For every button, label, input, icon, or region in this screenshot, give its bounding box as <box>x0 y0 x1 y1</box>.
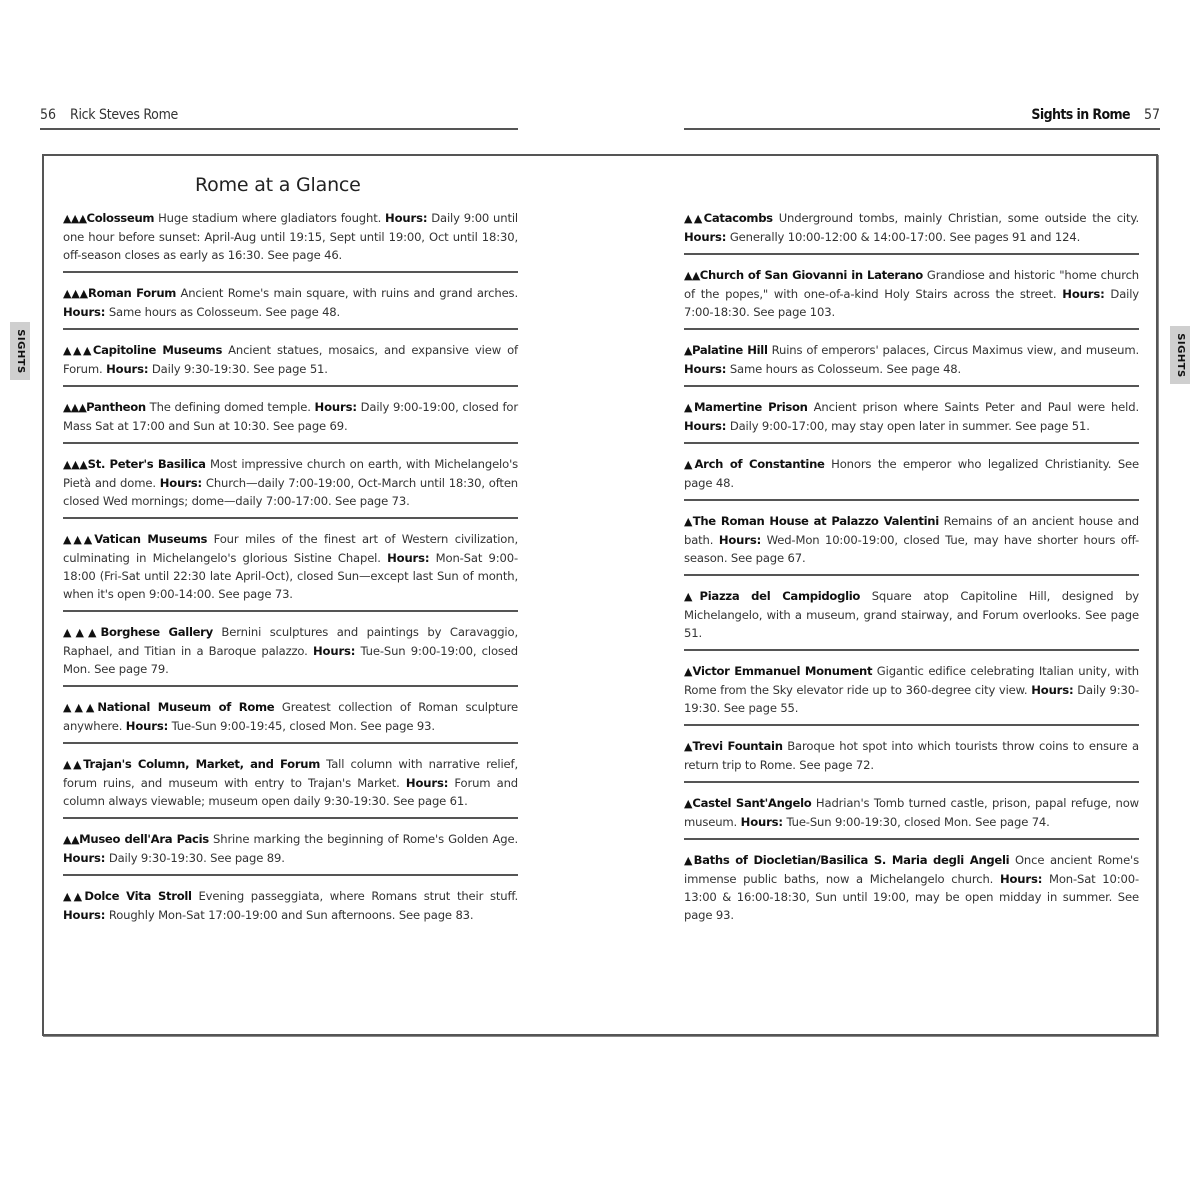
hours-label: Hours: <box>1031 683 1074 697</box>
triangle-rating-icon: ▲ <box>684 797 693 810</box>
sight-description: Square atop Capitoline Hill, designed by Michelangelo, with a museum, grand stairway, and Forum overlooks. See page 51. <box>684 589 1140 640</box>
triangle-rating-icon: ▲ <box>684 590 700 603</box>
triangle-rating-icon: ▲▲▲ <box>63 344 93 357</box>
sight-description: Greatest collection of Roman sculpture anywhere. <box>63 700 518 733</box>
sight-description: Tall column with narrative relief, forum ruins, and museum with entry to Trajan's Market. <box>63 757 519 790</box>
hours-detail: Mon-Sat 9:00-18:00 (Fri-Sat until 22:30 late April-Oct), closed Sun—except last Sun of month, when it's open 9:00-14:00. See page 73. <box>63 551 518 601</box>
running-head-left <box>40 104 518 130</box>
page-number-right: 57 <box>1143 107 1160 123</box>
sight-description: Remains of an ancient house and bath. <box>684 514 1139 547</box>
hours-label: Hours: <box>314 400 357 414</box>
sight-description: The defining domed temple. <box>145 400 315 414</box>
triangle-rating-icon: ▲▲▲ <box>63 401 87 414</box>
sight-entry <box>63 341 518 387</box>
sight-description: Ancient prison where Saints Peter and Paul were held. <box>807 400 1139 414</box>
hours-detail: Wed-Mon 10:00-19:00, closed Tue, may have shorter hours off-season. See page 67. <box>684 533 1139 565</box>
sight-entry <box>63 530 518 612</box>
right-column <box>684 209 1139 942</box>
hours-label: Hours: <box>999 872 1043 886</box>
sight-name: Piazza del Campidoglio <box>699 589 861 603</box>
sight-description: Gigantic edifice celebrating Italian unity, with Rome from the Sky elevator ride up to 360-degree city view. <box>684 664 1139 697</box>
sight-name: Capitoline Museums <box>92 343 223 357</box>
sight-name: Trevi Fountain <box>692 739 783 753</box>
hours-detail: Tue-Sun 9:00-19:00, closed Mon. See page 79. <box>63 644 518 676</box>
sight-description: Honors the emperor who legalized Christianity. See page 48. <box>684 457 1139 490</box>
sight-name: Trajan's Column, Market, and Forum <box>83 757 320 771</box>
box-title: Rome at a Glance <box>195 174 361 196</box>
sight-description: Shrine marking the beginning of Rome's Golden Age. <box>208 832 518 846</box>
hours-detail: Daily 9:30-19:30. See page 89. <box>105 851 285 865</box>
triangle-rating-icon: ▲▲ <box>684 212 704 225</box>
hours-detail: Tue-Sun 9:00-19:30, closed Mon. See page 74. <box>782 815 1050 829</box>
hours-label: Hours: <box>405 776 449 790</box>
hours-label: Hours: <box>63 305 106 319</box>
hours-detail: Tue-Sun 9:00-19:45, closed Mon. See page 93. <box>168 719 435 733</box>
triangle-rating-icon: ▲▲▲ <box>63 458 88 471</box>
triangle-rating-icon: ▲▲▲ <box>63 212 87 225</box>
page-number-left: 56 <box>40 107 57 123</box>
triangle-rating-icon: ▲ <box>684 854 694 867</box>
sight-name: Roman Forum <box>87 286 177 300</box>
sight-description: Baroque hot spot into which tourists throw coins to ensure a return trip to Rome. See page 72. <box>684 739 1139 772</box>
triangle-rating-icon: ▲▲ <box>63 890 85 903</box>
triangle-rating-icon: ▲ <box>684 458 695 471</box>
chapter-title: Sights in Rome <box>1031 107 1130 123</box>
sight-entry <box>63 887 518 931</box>
triangle-rating-icon: ▲ <box>684 665 693 678</box>
hours-detail: Daily 9:00-17:00, may stay open later in summer. See page 51. <box>726 419 1090 433</box>
sight-name: National Museum of Rome <box>97 700 275 714</box>
sight-entry <box>684 851 1139 931</box>
hours-label: Hours: <box>63 851 106 865</box>
hours-detail: Church—daily 7:00-19:00, Oct-March until 18:30, often closed Wed mornings; dome—daily 7:00-17:00. See page 73. <box>63 476 518 508</box>
sight-description: Evening passeggiata, where Romans strut their stuff. <box>191 889 519 903</box>
sight-entry <box>684 266 1139 330</box>
sight-entry <box>63 755 518 819</box>
hours-label: Hours: <box>684 419 727 433</box>
sight-entry <box>684 398 1139 444</box>
triangle-rating-icon: ▲▲▲ <box>63 626 101 639</box>
sight-description: Ancient Rome's main square, with ruins and grand arches. <box>176 286 518 300</box>
hours-label: Hours: <box>718 533 762 547</box>
sight-name: St. Peter's Basilica <box>87 457 206 471</box>
sight-description: Hadrian's Tomb turned castle, prison, papal refuge, now museum. <box>684 796 1139 829</box>
triangle-rating-icon: ▲▲▲ <box>63 533 95 546</box>
sight-name: Castel Sant'Angelo <box>692 796 812 810</box>
hours-detail: Daily 9:30-19:30. See page 51. <box>148 362 328 376</box>
sight-entry <box>684 341 1139 387</box>
sight-name: Colosseum <box>86 211 155 225</box>
sight-name: Vatican Museums <box>94 532 208 546</box>
sight-name: Borghese Gallery <box>100 625 213 639</box>
side-tab-left <box>10 322 30 380</box>
hours-label: Hours: <box>684 230 727 244</box>
side-tab-label: SIGHTS <box>1174 332 1186 378</box>
sight-name: Victor Emmanuel Monument <box>692 664 873 678</box>
sight-entry <box>63 830 518 876</box>
sight-name: The Roman House at Palazzo Valentini <box>692 514 939 528</box>
hours-label: Hours: <box>125 719 169 733</box>
hours-label: Hours: <box>387 551 430 565</box>
hours-detail: Daily 9:30-19:30. See page 55. <box>684 683 1139 715</box>
sight-name: Palatine Hill <box>691 343 768 357</box>
sight-description: Most impressive church on earth, with Michelangelo's Pietà and dome. <box>63 457 518 490</box>
sight-entry <box>684 794 1139 840</box>
hours-detail: Daily 7:00-18:30. See page 103. <box>684 287 1140 319</box>
sight-name: Museo dell'Ara Pacis <box>79 832 209 846</box>
hours-detail: Roughly Mon-Sat 17:00-19:00 and Sun afternoons. See page 83. <box>105 908 474 922</box>
hours-detail: Same hours as Colosseum. See page 48. <box>726 362 962 376</box>
hours-label: Hours: <box>684 362 727 376</box>
hours-label: Hours: <box>740 815 783 829</box>
hours-detail: Mon-Sat 10:00-13:00 & 16:00-18:30, Sun until 19:00, may be open midday in summer. See page 93. <box>684 872 1139 922</box>
triangle-rating-icon: ▲ <box>684 344 692 357</box>
hours-label: Hours: <box>63 908 106 922</box>
sight-description: Huge stadium where gladiators fought. <box>154 211 386 225</box>
sight-name: Church of San Giovanni in Laterano <box>699 268 923 282</box>
sight-name: Baths of Diocletian/Basilica S. Maria degli Angeli <box>693 853 1010 867</box>
sight-entry <box>684 737 1139 783</box>
sight-entry <box>63 398 518 444</box>
sight-name: Mamertine Prison <box>693 400 808 414</box>
sight-name: Dolce Vita Stroll <box>84 889 192 903</box>
hours-label: Hours: <box>159 476 203 490</box>
sight-entry <box>63 209 518 273</box>
hours-detail: Daily 9:00-19:00, closed for Mass Sat at 17:00 and Sun at 10:30. See page 69. <box>63 400 518 433</box>
hours-detail: Daily 9:00 until one hour before sunset: April-Aug until 19:15, Sept until 19:00, Oct until 18:30, off-season closes as early as 16:30. See page 46. <box>63 211 518 262</box>
triangle-rating-icon: ▲ <box>684 515 693 528</box>
sight-name: Catacombs <box>703 211 773 225</box>
hours-detail: Generally 10:00-12:00 & 14:00-17:00. See pages 91 and 124. <box>726 230 1081 244</box>
hours-label: Hours: <box>312 644 356 658</box>
sight-description: Underground tombs, mainly Christian, some outside the city. <box>772 211 1139 225</box>
sight-description: Four miles of the finest art of Western civilization, culminating in Michelangelo's glorious Sistine Chapel. <box>63 532 518 565</box>
side-tab-right <box>1170 326 1190 384</box>
sight-description: Grandiose and historic "home church of the popes," with one-of-a-kind Holy Stairs across the street. <box>684 268 1139 301</box>
triangle-rating-icon: ▲▲ <box>63 833 80 846</box>
sight-entry <box>63 698 518 744</box>
triangle-rating-icon: ▲ <box>684 401 694 414</box>
sight-entry <box>63 455 518 519</box>
triangle-rating-icon: ▲▲▲ <box>63 701 98 714</box>
left-column <box>63 209 518 942</box>
hours-label: Hours: <box>385 211 428 225</box>
sight-entry <box>684 587 1139 651</box>
sight-description: Ruins of emperors' palaces, Circus Maximus view, and museum. <box>767 343 1139 357</box>
triangle-rating-icon: ▲▲▲ <box>63 287 88 300</box>
sight-description: Ancient statues, mosaics, and expansive view of Forum. <box>63 343 518 376</box>
sight-entry <box>684 512 1139 576</box>
book-title: Rick Steves Rome <box>70 107 178 123</box>
sight-name: Arch of Constantine <box>694 457 825 471</box>
sight-entry <box>684 209 1139 255</box>
sight-entry <box>63 284 518 330</box>
sight-description: Once ancient Rome's immense public baths, now a Michelangelo church. <box>684 853 1139 886</box>
triangle-rating-icon: ▲▲ <box>63 758 84 771</box>
sight-entry <box>684 662 1139 726</box>
hours-detail: Same hours as Colosseum. See page 48. <box>105 305 341 319</box>
running-head-right <box>684 104 1160 130</box>
sight-entry <box>63 623 518 687</box>
side-tab-label: SIGHTS <box>14 328 26 374</box>
sight-entry <box>684 455 1139 501</box>
triangle-rating-icon: ▲▲ <box>684 269 700 282</box>
triangle-rating-icon: ▲ <box>684 740 693 753</box>
sight-name: Pantheon <box>86 400 146 414</box>
sight-description: Bernini sculptures and paintings by Caravaggio, Raphael, and Titian in a Baroque palazzo. <box>63 625 518 658</box>
hours-label: Hours: <box>1062 287 1105 301</box>
hours-detail: Forum and column always viewable; museum open daily 9:30-19:30. See page 61. <box>63 776 518 808</box>
hours-label: Hours: <box>106 362 149 376</box>
